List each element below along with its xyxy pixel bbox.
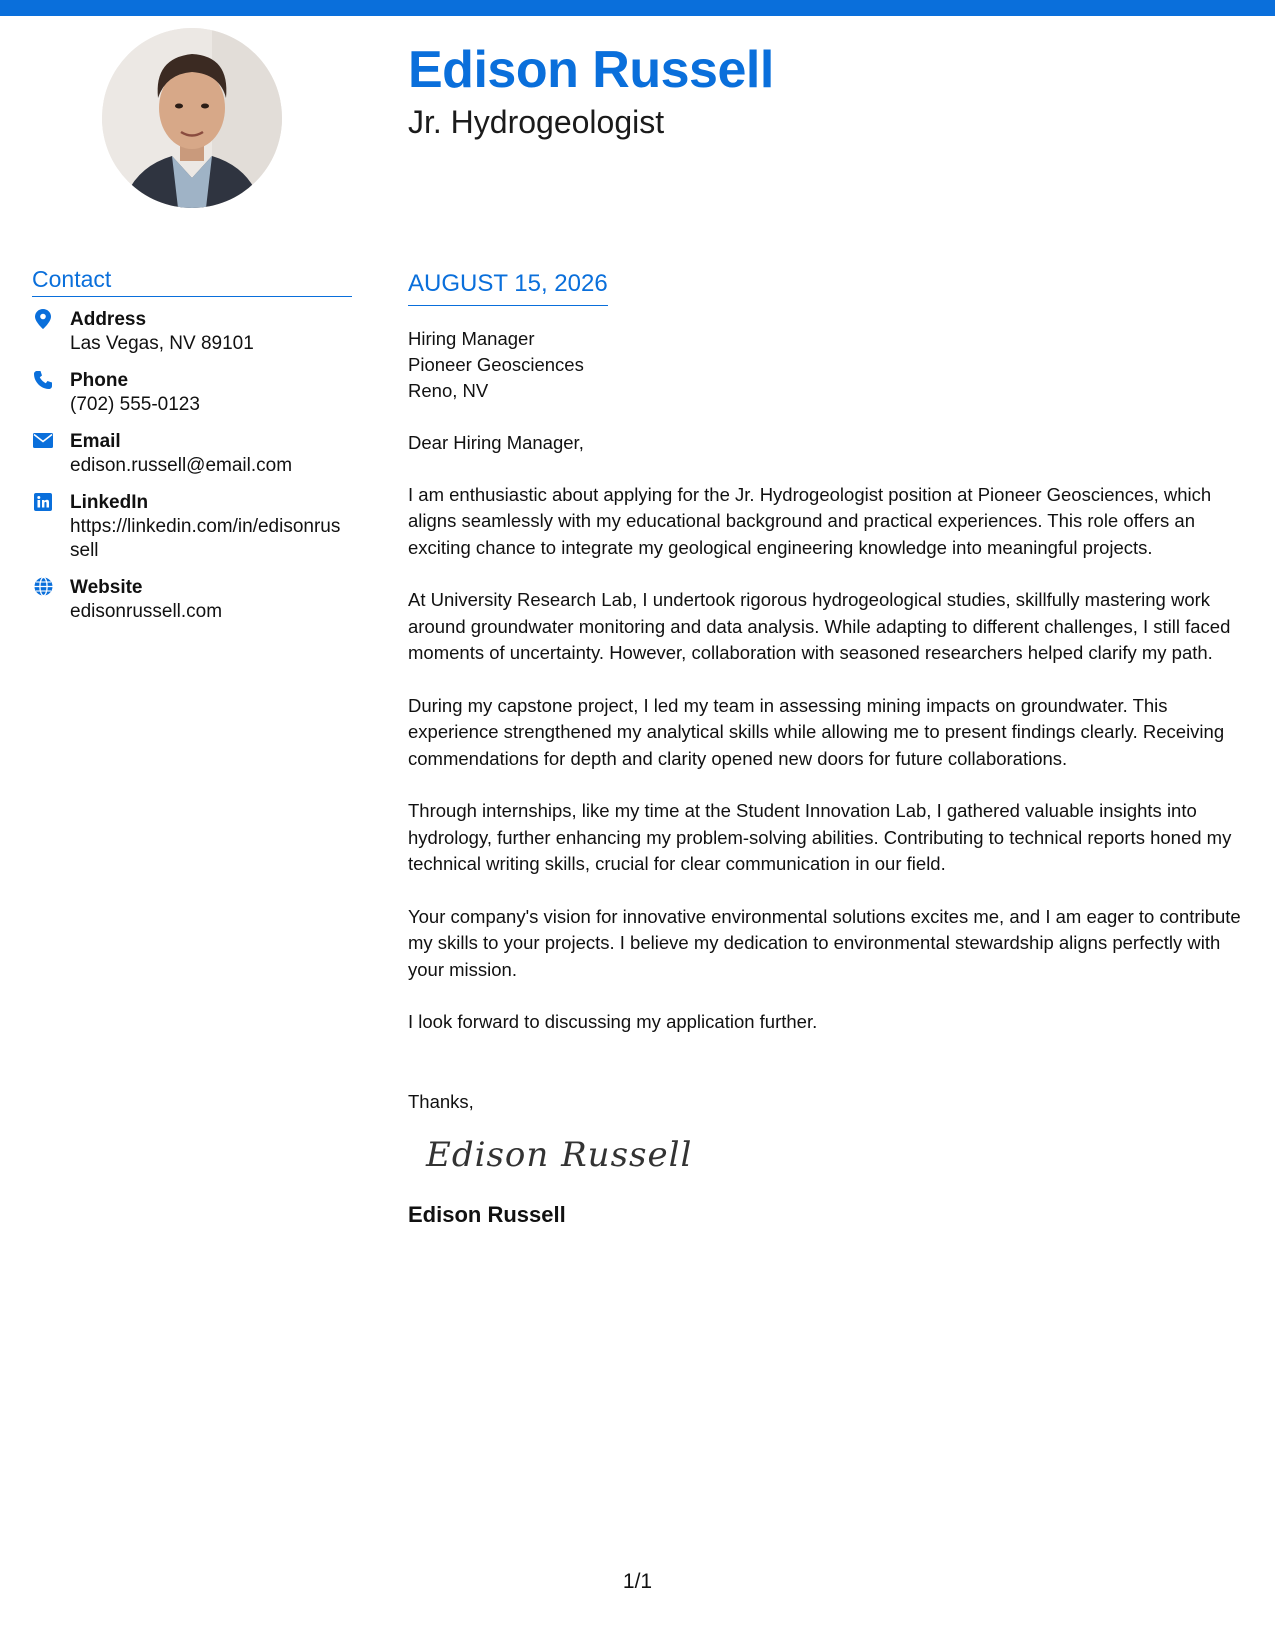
contact-item-address xyxy=(32,307,352,356)
letter-paragraph: Through internships, like my time at the Student Innovation Lab, I gathered valuable insights into hydrology, further enhancing my problem-solving abilities. Contributing to technical reports honed my technical writing skills, crucial for clear communication in our field. xyxy=(408,800,1232,875)
letter-paragraph: I look forward to discussing my application further. xyxy=(408,1011,818,1033)
letter-paragraph: At University Research Lab, I undertook rigorous hydrogeological studies, skillfully mastering work around groundwater monitoring and data analysis. While adapting to different challenges, I still faced moments of uncertainty. However, collaboration with seasoned researchers helped clarify my path. xyxy=(408,589,1231,664)
handwritten-signature: Edison Russell xyxy=(426,1134,693,1175)
contact-sidebar xyxy=(32,266,352,636)
phone-value: (702) 555-0123 xyxy=(70,393,200,415)
signer-name: Edison Russell xyxy=(408,1201,566,1227)
candidate-name: Edison Russell xyxy=(408,41,774,99)
top-accent-bar xyxy=(0,0,1275,16)
profile-photo xyxy=(102,28,282,208)
location-pin-icon xyxy=(32,308,54,330)
phone-icon xyxy=(32,369,54,391)
email-value[interactable]: edison.russell@email.com xyxy=(70,454,293,476)
cover-letter-body xyxy=(408,270,1253,1228)
linkedin-value[interactable]: https://linkedin.com/in/edisonrussell xyxy=(70,515,341,561)
recipient-line: Hiring Manager xyxy=(408,327,535,349)
website-value[interactable]: edisonrussell.com xyxy=(70,600,223,622)
contact-label: Website xyxy=(70,576,143,598)
letter-paragraph: During my capstone project, I led my team in assessing mining impacts on groundwater. This experience strengthened my analytical skills while allowing me to present findings clearly. Receiving commendations for depth and clarity opened new doors for future collaborations. xyxy=(408,694,1225,769)
recipient-block xyxy=(408,326,1253,404)
page-number: 1/1 xyxy=(622,1570,653,1593)
email-icon xyxy=(32,430,54,452)
letter-paragraph: I am enthusiastic about applying for the Jr. Hydrogeologist position at Pioneer Geosciences, which aligns seamlessly with my educational background and practical experiences. This role offers an exciting chance to integrate my geological engineering knowledge into meaningful projects. xyxy=(408,483,1212,558)
salutation: Dear Hiring Manager, xyxy=(408,431,584,453)
contact-item-phone xyxy=(32,368,352,417)
globe-icon xyxy=(32,576,54,598)
contact-label: Address xyxy=(70,308,147,330)
job-title: Jr. Hydrogeologist xyxy=(408,104,665,140)
linkedin-icon xyxy=(32,491,54,513)
contact-label: LinkedIn xyxy=(70,491,149,513)
letter-paragraph: Your company's vision for innovative environmental solutions excites me, and I am eager to contribute my skills to your projects. I believe my dedication to environmental stewardship aligns perfectly with your mission. xyxy=(408,905,1241,980)
contact-label: Email xyxy=(70,430,121,452)
closing: Thanks, xyxy=(408,1090,474,1112)
address-value: Las Vegas, NV 89101 xyxy=(70,332,254,354)
contact-list xyxy=(32,307,352,624)
contact-item-linkedin xyxy=(32,490,352,563)
contact-item-email xyxy=(32,429,352,478)
contact-item-website xyxy=(32,575,352,624)
letter-date: AUGUST 15, 2026 xyxy=(408,270,608,306)
contact-heading: Contact xyxy=(32,266,352,297)
recipient-line: Pioneer Geosciences xyxy=(408,353,584,375)
contact-label: Phone xyxy=(70,369,129,391)
recipient-line: Reno, NV xyxy=(408,379,489,401)
